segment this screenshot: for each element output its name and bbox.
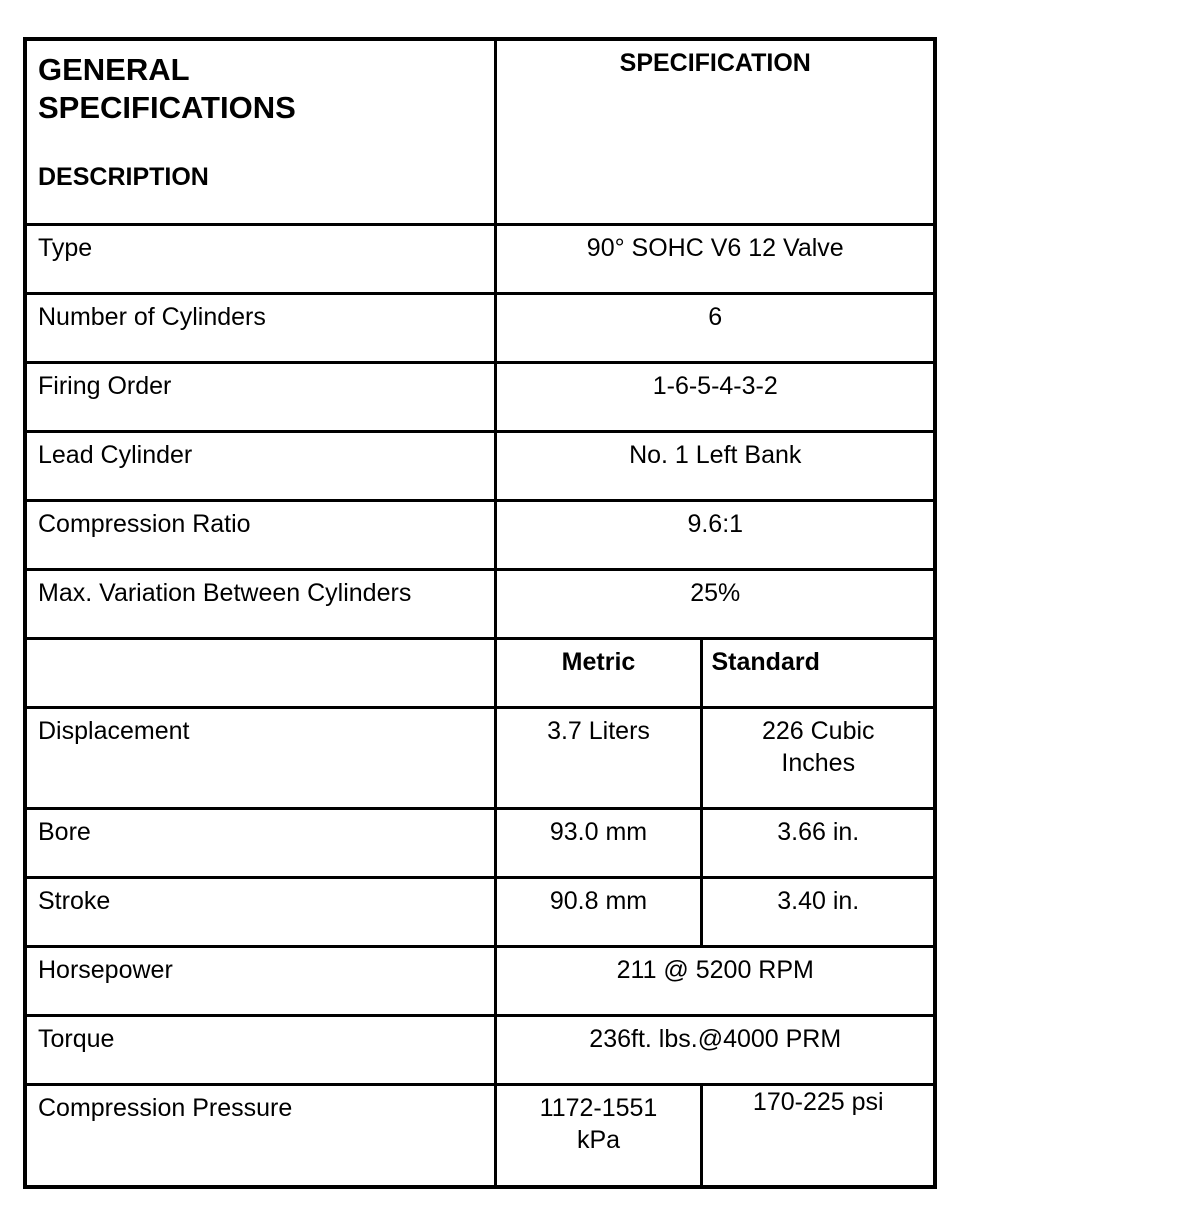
specification-column-header: SPECIFICATION [495,39,935,224]
row-metric-stroke: 90.8 mm [495,877,701,946]
metric-column-header: Metric [495,638,701,707]
row-label-displacement: Displacement [25,707,495,808]
row-label-cylinders: Number of Cylinders [25,293,495,362]
row-value-firing-order: 1-6-5-4-3-2 [495,362,935,431]
general-specifications-table [23,37,937,1189]
row-standard-stroke: 3.40 in. [701,877,935,946]
table-title: GENERAL SPECIFICATIONS [38,52,296,125]
row-label-compression-ratio: Compression Ratio [25,500,495,569]
row-value-torque: 236ft. lbs.@4000 PRM [495,1015,935,1084]
row-label-compression-pressure: Compression Pressure [25,1084,495,1187]
row-value-horsepower: 211 @ 5200 RPM [495,946,935,1015]
row-label-lead-cylinder: Lead Cylinder [25,431,495,500]
header-row [25,39,935,224]
row-metric-bore: 93.0 mm [495,808,701,877]
row-label-firing-order: Firing Order [25,362,495,431]
row-label-bore: Bore [25,808,495,877]
standard-column-header: Standard [701,638,935,707]
table-row [25,569,935,638]
table-row [25,362,935,431]
row-standard-displacement: 226 Cubic Inches [701,707,935,808]
table-row [25,500,935,569]
units-header-blank [25,638,495,707]
row-value-cylinders: 6 [495,293,935,362]
table-row [25,1015,935,1084]
row-standard-compression-pressure: 170-225 psi [701,1084,935,1187]
row-label-type: Type [25,224,495,293]
table-row [25,431,935,500]
description-column-header: DESCRIPTION [38,163,209,191]
row-value-type: 90° SOHC V6 12 Valve [495,224,935,293]
row-metric-displacement: 3.7 Liters [495,707,701,808]
row-label-max-variation: Max. Variation Between Cylinders [25,569,495,638]
table-row [25,293,935,362]
row-value-max-variation: 25% [495,569,935,638]
row-value-lead-cylinder: No. 1 Left Bank [495,431,935,500]
table-row [25,946,935,1015]
table-row [25,877,935,946]
row-value-compression-ratio: 9.6:1 [495,500,935,569]
table-row [25,808,935,877]
table-row [25,707,935,808]
row-label-stroke: Stroke [25,877,495,946]
row-metric-compression-pressure: 1172-1551 kPa [495,1084,701,1187]
row-standard-bore: 3.66 in. [701,808,935,877]
row-label-horsepower: Horsepower [25,946,495,1015]
units-header-row [25,638,935,707]
table-row [25,1084,935,1187]
row-label-torque: Torque [25,1015,495,1084]
table-row [25,224,935,293]
header-description-cell [25,39,495,224]
